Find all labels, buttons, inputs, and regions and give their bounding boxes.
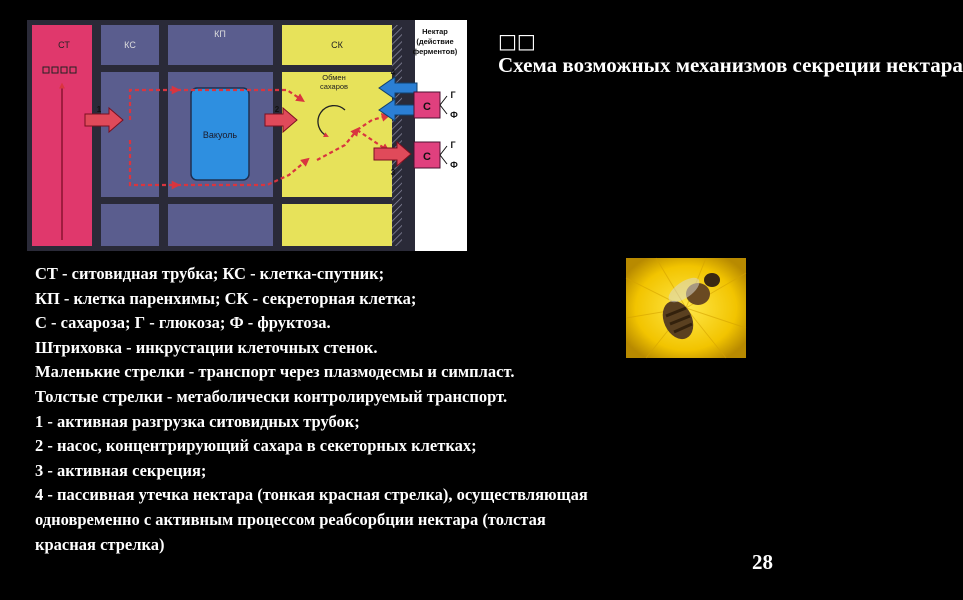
glucose-label-lower: Г <box>450 140 456 150</box>
legend-line: КП - клетка паренхимы; СК - секреторная клетка; <box>35 288 417 308</box>
label-nectar-line3: ферментов) <box>412 47 458 56</box>
companion-cell-bottom <box>101 204 159 246</box>
title-glyph-mark: □□ <box>498 29 536 53</box>
glucose-label-upper: Г <box>450 90 456 100</box>
slide-title: Схема возможных механизмов секреции нектара <box>498 53 963 77</box>
legend-line: одновременно с активным процессом реабсорбции нектара (толстая <box>35 509 546 529</box>
legend-line: Маленькие стрелки - транспорт через плазмодесмы и симпласт. <box>35 362 515 382</box>
vacuole-label: Вакуоль <box>202 130 238 140</box>
label-nectar-line1: Нектар <box>422 27 448 36</box>
label-exchange-line1: Обмен <box>322 73 346 82</box>
slide-title-block <box>498 29 963 78</box>
label-exchange-line2: сахаров <box>319 82 349 91</box>
page-number: 28 <box>752 550 773 574</box>
arrow-number-1: 1 <box>96 105 102 114</box>
label-companion-cell: КС <box>124 40 136 50</box>
parenchyma-cell-bottom <box>168 204 273 246</box>
arrow-number-4: 4 <box>390 68 396 77</box>
hatched-cell-wall <box>392 25 402 246</box>
fructose-label-lower: Ф <box>450 160 458 170</box>
label-secretory-cell: СК <box>331 40 343 50</box>
sucrose-label-lower: С <box>423 151 431 163</box>
legend-text-block <box>35 262 795 557</box>
legend-line: С - сахароза; Г - глюкоза; Ф - фруктоза. <box>35 313 331 333</box>
secretory-cell-bottom <box>282 204 392 246</box>
fructose-label-upper: Ф <box>450 110 458 120</box>
label-sieve-tube: СТ <box>58 40 70 50</box>
legend-line: СТ - ситовидная трубка; КС - клетка-спутник; <box>35 264 385 283</box>
arrow-number-2: 2 <box>274 105 280 114</box>
nectar-secretion-diagram <box>27 20 467 251</box>
legend-line: 1 - активная разгрузка ситовидных трубок; <box>35 411 360 431</box>
legend-line: Штриховка - инкрустации клеточных стенок. <box>35 337 378 357</box>
label-nectar-line2: (действие <box>416 37 454 46</box>
legend-line: 4 - пассивная утечка нектара (тонкая красная стрелка), осуществляющая <box>35 485 588 505</box>
label-parenchyma-cell: КП <box>214 29 226 39</box>
legend-line: красная стрелка) <box>35 534 165 554</box>
arrow-number-3: 3 <box>390 168 396 177</box>
legend-line: Толстые стрелки - метаболически контролируемый транспорт. <box>35 386 508 406</box>
legend-line: 3 - активная секреция; <box>35 460 207 480</box>
sucrose-label-upper: С <box>423 101 431 113</box>
legend-line: 2 - насос, концентрирующий сахара в секеторных клетках; <box>35 436 477 456</box>
